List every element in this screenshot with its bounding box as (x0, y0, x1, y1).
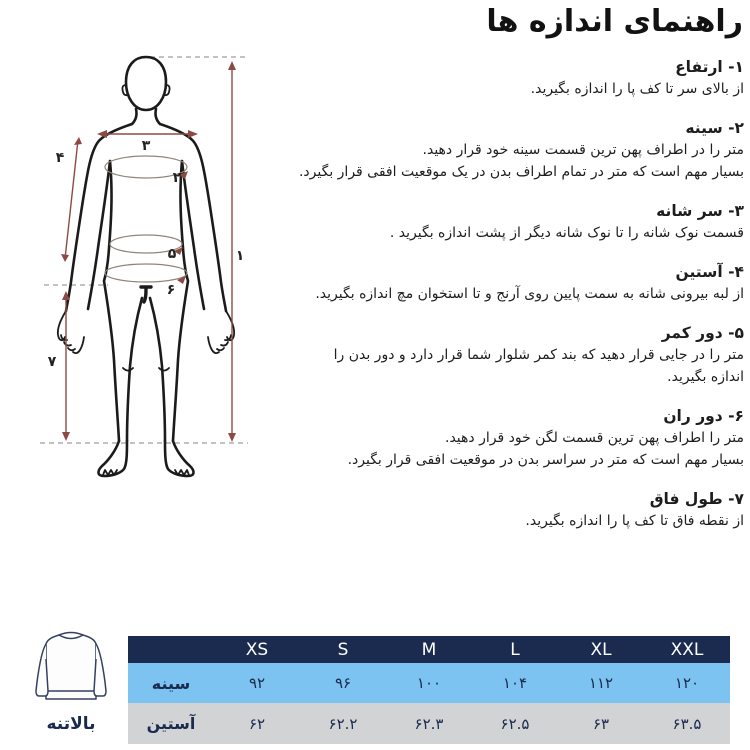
size-value: ۱۰۴ (502, 674, 528, 692)
instruction-section-waist (276, 322, 744, 388)
table-row-sleeve (128, 703, 730, 744)
size-value: ۶۲.۵ (500, 714, 530, 733)
size-value: ۱۰۰ (416, 674, 442, 692)
measurement-instructions (276, 56, 744, 549)
header-empty-cell (128, 636, 214, 663)
body-measurement-diagram (30, 48, 270, 508)
instruction-section-chest (276, 117, 744, 183)
size-value: ۱۱۲ (588, 674, 614, 692)
size-value: ۶۲.۳ (414, 714, 444, 733)
size-column-header: XS (245, 639, 269, 660)
instruction-text: متر را اطراف پهن ترین قسمت لگن خود قرار دهید. (445, 430, 744, 446)
size-value: ۶۳.۵ (672, 714, 702, 733)
size-table (128, 636, 730, 744)
figure-label-inseam: ۷ (47, 354, 57, 370)
instruction-heading: ۴- آستین (675, 263, 744, 281)
body-figure-icon (30, 48, 270, 508)
instruction-heading: ۵- دور کمر (661, 324, 744, 342)
page-title: راهنمای اندازه ها (486, 4, 743, 39)
figure-label-sleeve: ۴ (55, 150, 65, 166)
figure-label-waist: ۵ (167, 246, 177, 262)
size-value: ۹۶ (334, 674, 352, 692)
size-column-header: L (510, 639, 520, 660)
instruction-section-sleeve (276, 261, 744, 305)
instruction-heading: ۷- طول فاق (649, 490, 744, 508)
row-label: آستین (146, 714, 196, 733)
instruction-text: اندازه بگیرید. (667, 369, 744, 385)
figure-label-shoulder: ۳ (141, 138, 151, 154)
size-column-header: XXL (670, 639, 704, 660)
size-value: ۶۳ (592, 714, 610, 733)
instruction-text: از نقطه فاق تا کف پا را اندازه بگیرید. (525, 513, 744, 529)
figure-label-height: ۱ (235, 248, 245, 264)
figure-label-chest: ۲ (172, 170, 182, 186)
instruction-text: از لبه بیرونی شانه به سمت پایین روی آرنج و تا استخوان مچ اندازه بگیرید. (315, 286, 744, 302)
size-table-header (128, 636, 730, 663)
size-column-header: M (421, 639, 437, 660)
instruction-section-hip (276, 405, 744, 471)
size-column-header: XL (590, 639, 612, 660)
garment-category (28, 627, 114, 734)
instruction-section-height (276, 56, 744, 100)
instruction-text: بسیار مهم است که متر در سراسر بدن در موقعیت افقی قرار بگیرد. (347, 452, 744, 468)
instruction-text: از بالای سر تا کف پا را اندازه بگیرید. (530, 81, 744, 97)
size-value: ۶۲.۲ (328, 714, 358, 733)
table-row-chest (128, 663, 730, 703)
size-column-header: S (337, 639, 349, 660)
instruction-section-shoulder (276, 200, 744, 244)
instruction-text: متر را در جایی قرار دهید که بند کمر شلوار شما قرار دارد و دور بدن را (333, 347, 744, 363)
category-label: بالاتنه (46, 714, 96, 734)
size-value: ۹۲ (248, 674, 266, 692)
instruction-heading: ۱- ارتفاع (675, 58, 744, 76)
instruction-section-inseam (276, 488, 744, 532)
human-outline-icon (55, 57, 234, 476)
instruction-heading: ۳- سر شانه (656, 202, 744, 220)
figure-label-hip: ۶ (166, 282, 176, 298)
measure-arrows (61, 61, 236, 442)
instruction-text: متر را در اطراف پهن ترین قسمت سینه خود قرار دهید. (422, 142, 744, 158)
instruction-text: قسمت نوک شانه را تا نوک شانه دیگر از پشت اندازه بگیرید . (389, 225, 744, 241)
instruction-text: بسیار مهم است که متر در تمام اطراف بدن در یک موقعیت افقی قرار بگیرد. (298, 164, 744, 180)
size-value: ۱۲۰ (674, 674, 700, 692)
size-value: ۶۲ (248, 714, 266, 733)
row-label: سینه (151, 673, 191, 693)
instruction-heading: ۶- دور ران (663, 407, 744, 425)
sweatshirt-icon (31, 627, 111, 711)
instruction-heading: ۲- سینه (685, 119, 744, 137)
